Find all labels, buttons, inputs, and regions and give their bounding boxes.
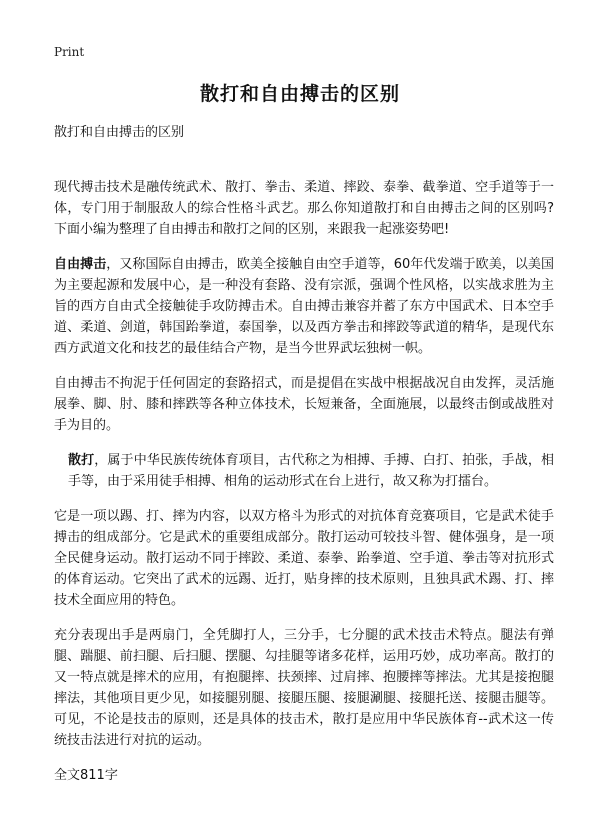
word-count: 全文811字: [54, 768, 118, 783]
sanda-text: ，属于中华民族传统体育项目，古代称之为相搏、手搏、白打、拍张，手战，相手等，由于采用徒手相搏、相角的运动形式在台上进行，故又称为打擂台。: [68, 453, 554, 489]
article-subtitle: 散打和自由搏击的区别: [54, 125, 185, 140]
sanda-technique-paragraph: 充分表现出手是两扇门，全凭脚打人，三分手，七分腿的武术技击术特点。腿法有弹腿、踹腿、前扫腿、后扫腿、摆腿、勾挂腿等诸多花样，运用巧妙，成功率高。散打的又一特点就是摔术的应用，有抱腿摔、扶颈摔、过肩摔、抱腰摔等摔法。尤其是接抱腿摔法，其他项目更少见，如接腿别腿、接腿压腿、接腿涮腿、接腿托送、接腿击腿等。可见，不论是技击的原则，还是具体的技击术，散打是应用中华民族体育--武术这一传统技击法进行对抗的运动。: [54, 628, 554, 748]
sanda-detail-paragraph: 它是一项以踢、打、摔为内容，以双方格斗为形式的对抗体育竞赛项目，它是武术徒手搏击的组成部分。它是武术的重要组成部分。散打运动可较技斗智、健体强身，是一项全民健身运动。散打运动不同于摔跤、柔道、泰拳、跆拳道、空手道、拳击等对抗形式的体育运动。它突出了武术的远踢、近打，贴身摔的技术原则，且独具武术踢、打、摔技术全面应用的特色。: [54, 509, 554, 608]
sanda-paragraph: [54, 450, 554, 492]
sanda-term: 散打: [68, 453, 95, 468]
page-title: 散打和自由搏击的区别: [199, 83, 400, 105]
free-fighting-detail-paragraph: 自由搏击不拘泥于任何固定的套路招式，而是提倡在实战中根据战况自由发挥，灵活施展拳、脚、肘、膝和摔跌等各种立体技术，长短兼备，全面施展，以最终击倒或战胜对手为目的。: [54, 376, 554, 433]
free-fighting-text: ，又称国际自由搏击，欧美全接触自由空手道等，60年代发端于欧美，以美国为主要起源和发展中心，是一种没有套路、没有宗派，强调个性风格，以实战求胜为主旨的西方自由式全接触徒手攻防搏击术。自由搏击兼容并蓄了东方中国武术、日本空手道、柔道、剑道，韩国跆拳道，泰国拳，以及西方拳击和摔跤等武道的精华，是现代东西方武道文化和技艺的最佳结合产物，是当今世界武坛独树一帜。: [54, 257, 554, 356]
free-fighting-paragraph: [54, 254, 554, 359]
article-body: [54, 177, 554, 786]
intro-paragraph: 现代搏击技术是融传统武术、散打、拳击、柔道、摔跤、泰拳、截拳道、空手道等于一体，专门用于制服敌人的综合性格斗武艺。那么你知道散打和自由搏击之间的区别吗?下面小编为整理了自由搏击和散打之间的区别，来跟我一起涨姿势吧!: [54, 180, 554, 237]
print-link[interactable]: Print: [54, 45, 85, 59]
free-fighting-term: 自由搏击: [54, 257, 107, 272]
